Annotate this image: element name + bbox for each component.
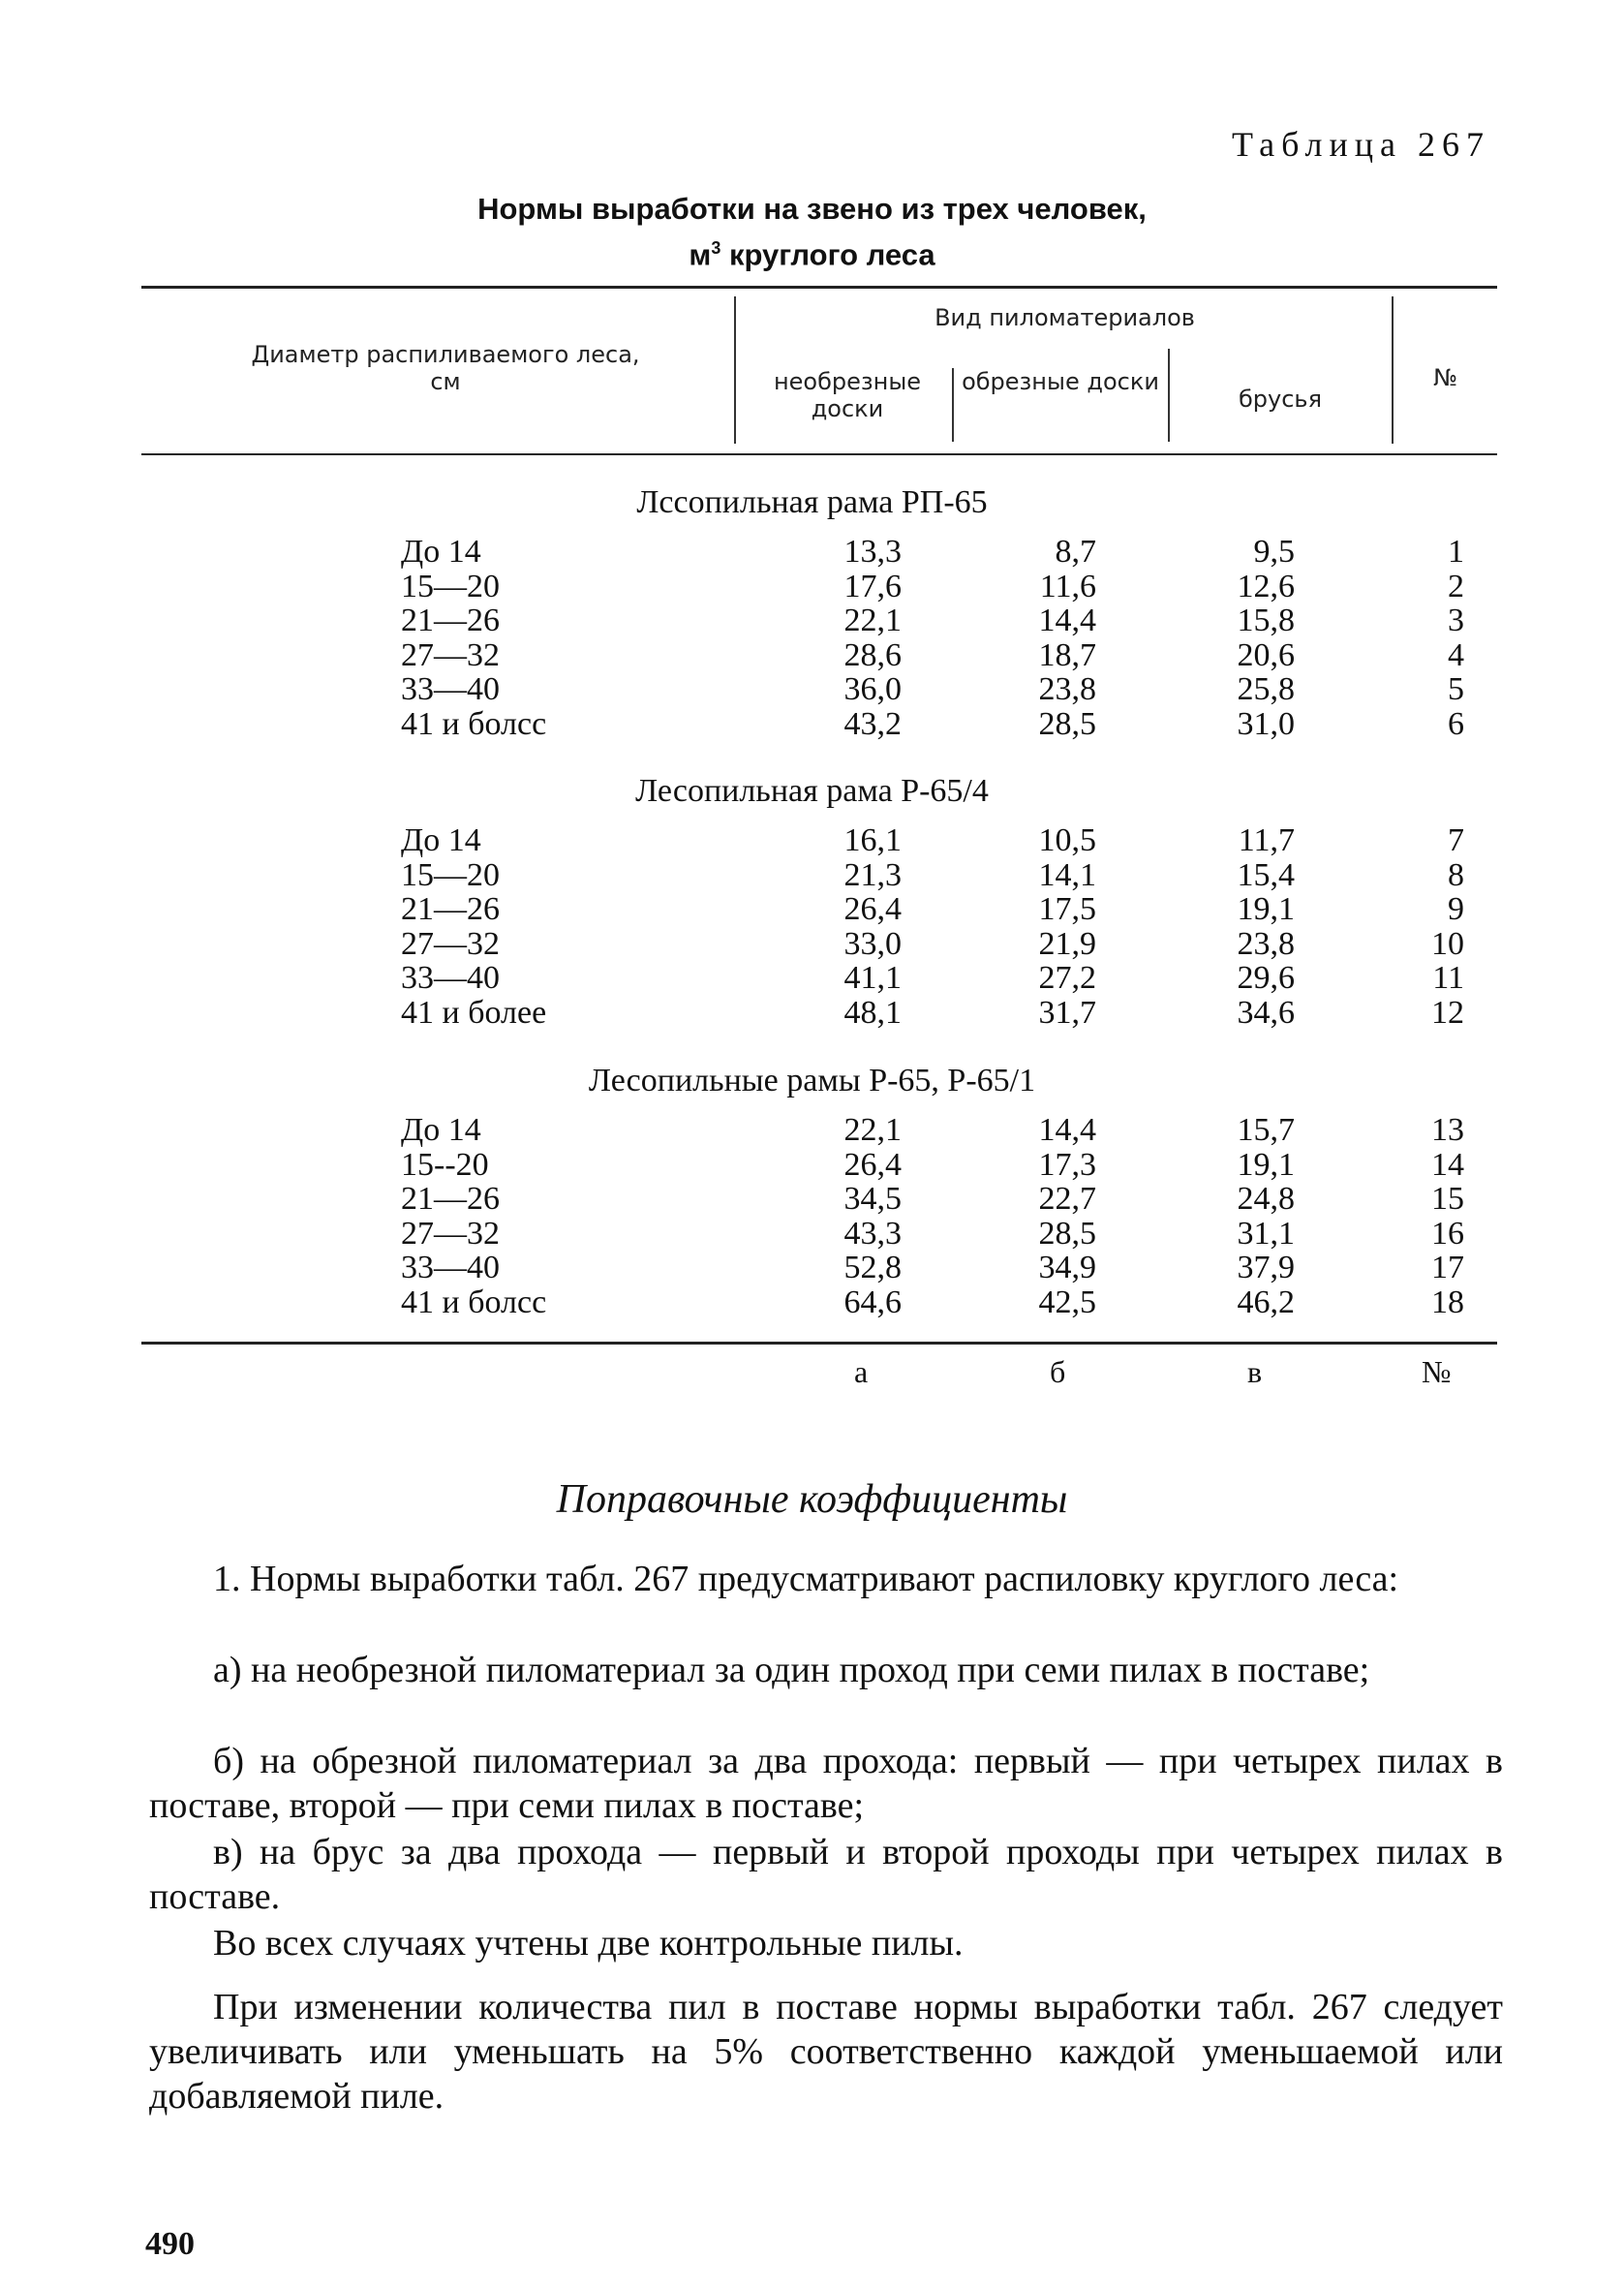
cell-unedged: 64,6: [843, 1284, 902, 1320]
table-row: [0, 603, 1624, 638]
cell-edged: 23,8: [1038, 671, 1096, 708]
cell-number: 2: [1448, 568, 1464, 604]
cell-beams: 15,7: [1237, 1112, 1295, 1148]
cell-unedged: 28,6: [843, 636, 902, 673]
table-row: [0, 638, 1624, 673]
cell-number: 7: [1448, 822, 1464, 858]
cell-edged: 34,9: [1038, 1250, 1096, 1286]
cell-beams: 9,5: [1253, 534, 1295, 570]
column-label-number: №: [1422, 1354, 1452, 1389]
cell-number: 12: [1431, 995, 1464, 1031]
cell-beams: 23,8: [1237, 925, 1295, 962]
cell-edged: 28,5: [1038, 706, 1096, 742]
cell-unedged: 33,0: [843, 925, 902, 962]
cell-diameter: 41 и болсс: [401, 1284, 547, 1320]
cell-beams: 19,1: [1237, 1146, 1295, 1183]
cell-number: 3: [1448, 603, 1464, 639]
cell-unedged: 17,6: [843, 568, 902, 604]
cell-edged: 11,6: [1039, 568, 1096, 604]
header-unedged-boards: необрезные доски: [773, 368, 922, 422]
cell-diameter: 27—32: [401, 925, 500, 962]
table-row: [0, 1113, 1624, 1148]
cell-number: 4: [1448, 636, 1464, 673]
table-top-rule: [141, 286, 1497, 289]
header-beams: брусья: [1238, 386, 1322, 413]
header-lumber-type: Вид пиломатериалов: [935, 304, 1195, 331]
cell-unedged: 43,3: [843, 1215, 902, 1252]
paragraph-item-b: б) на обрезной пиломатериал за два прохода: первый — при четырех пилах в поставе, второй — при семи пилах в поставе;: [149, 1741, 1503, 1826]
page-number: 490: [145, 2226, 195, 2262]
header-divider: [734, 296, 736, 444]
cell-number: 15: [1431, 1181, 1464, 1218]
cell-diameter: 41 и болсс: [401, 706, 547, 742]
header-divider: [1168, 349, 1170, 442]
cell-diameter: 21—26: [401, 1181, 500, 1218]
header-divider: [952, 368, 954, 442]
paragraph-control-saws: Во всех случаях учтены две контрольные пилы.: [213, 1923, 964, 1964]
table-bottom-rule: [141, 1342, 1497, 1345]
table-row: [0, 927, 1624, 962]
cell-beams: 29,6: [1237, 960, 1295, 997]
table-row: [0, 892, 1624, 927]
cell-unedged: 22,1: [843, 603, 902, 639]
cell-unedged: 52,8: [843, 1250, 902, 1286]
cell-diameter: 27—32: [401, 636, 500, 673]
unit-superscript: 3: [711, 238, 721, 258]
cell-unedged: 41,1: [843, 960, 902, 997]
cell-edged: 31,7: [1038, 995, 1096, 1031]
column-label-b: б: [1050, 1354, 1066, 1389]
cell-beams: 31,0: [1237, 706, 1295, 742]
header-bottom-rule: [141, 453, 1497, 455]
cell-unedged: 21,3: [843, 856, 902, 893]
corrections-heading: Поправочные коэффициенты: [556, 1477, 1068, 1522]
table-row: [0, 535, 1624, 570]
header-number: №: [1433, 364, 1457, 391]
paragraph-adjustment: При изменении количества пил в поставе нормы выработки табл. 267 следует увеличивать или уменьшать на 5% соответственно каждой уменьшаемой или добавляемой пиле.: [149, 1987, 1503, 2117]
cell-unedged: 26,4: [843, 891, 902, 928]
table-row: [0, 1285, 1624, 1320]
cell-number: 1: [1448, 534, 1464, 570]
cell-diameter: 21—26: [401, 603, 500, 639]
table-number-label: Таблица 267: [1232, 125, 1490, 164]
cell-beams: 15,4: [1237, 856, 1295, 893]
cell-beams: 46,2: [1237, 1284, 1295, 1320]
cell-unedged: 26,4: [843, 1146, 902, 1183]
unit-prefix: м: [689, 237, 712, 272]
cell-beams: 31,1: [1237, 1215, 1295, 1252]
cell-number: 9: [1448, 891, 1464, 928]
cell-diameter: 27—32: [401, 1215, 500, 1252]
cell-unedged: 16,1: [843, 822, 902, 858]
cell-edged: 27,2: [1038, 960, 1096, 997]
paragraph-item-a: а) на необрезной пиломатериал за один проход при семи пилах в поставе;: [213, 1650, 1370, 1690]
cell-edged: 18,7: [1038, 636, 1096, 673]
cell-beams: 24,8: [1237, 1181, 1295, 1218]
cell-beams: 37,9: [1237, 1250, 1295, 1286]
paragraph-item-v: в) на брус за два прохода — первый и второй проходы при четырех пилах в поставе.: [149, 1832, 1503, 1917]
table-row: [0, 1182, 1624, 1217]
column-label-a: а: [854, 1354, 869, 1389]
cell-diameter: 21—26: [401, 891, 500, 928]
cell-beams: 19,1: [1237, 891, 1295, 928]
cell-edged: 17,5: [1038, 891, 1096, 928]
cell-beams: 11,7: [1238, 822, 1295, 858]
table-row: [0, 1217, 1624, 1252]
cell-edged: 10,5: [1038, 822, 1096, 858]
table-row: [0, 858, 1624, 893]
table-title-line-2: [0, 229, 1624, 274]
cell-edged: 14,4: [1038, 603, 1096, 639]
column-label-v: в: [1247, 1354, 1263, 1389]
table-row: [0, 1148, 1624, 1183]
cell-beams: 20,6: [1237, 636, 1295, 673]
cell-unedged: 22,1: [843, 1112, 902, 1148]
cell-beams: 15,8: [1237, 603, 1295, 639]
section-title: Лесопильная рама Р-65/4: [635, 773, 989, 809]
table-row: [0, 570, 1624, 604]
cell-number: 18: [1431, 1284, 1464, 1320]
cell-beams: 25,8: [1237, 671, 1295, 708]
cell-diameter: 15--20: [401, 1146, 489, 1183]
cell-unedged: 13,3: [843, 534, 902, 570]
cell-edged: 42,5: [1038, 1284, 1096, 1320]
cell-unedged: 43,2: [843, 706, 902, 742]
cell-diameter: 15—20: [401, 568, 500, 604]
cell-edged: 28,5: [1038, 1215, 1096, 1252]
cell-beams: 12,6: [1237, 568, 1295, 604]
cell-edged: 17,3: [1038, 1146, 1096, 1183]
cell-edged: 21,9: [1038, 925, 1096, 962]
cell-edged: 8,7: [1055, 534, 1096, 570]
section-title: Лесопильные рамы Р-65, Р-65/1: [588, 1063, 1036, 1098]
cell-diameter: До 14: [401, 534, 481, 570]
cell-edged: 14,1: [1038, 856, 1096, 893]
cell-beams: 34,6: [1237, 995, 1295, 1031]
table-row: [0, 707, 1624, 742]
cell-diameter: До 14: [401, 1112, 481, 1148]
paragraph-1: 1. Нормы выработки табл. 267 предусматривают распиловку круглого леса:: [213, 1559, 1399, 1599]
cell-number: 14: [1431, 1146, 1464, 1183]
cell-number: 17: [1431, 1250, 1464, 1286]
section-title: Лссопильная рама РП-65: [636, 484, 988, 520]
cell-diameter: 15—20: [401, 856, 500, 893]
cell-number: 10: [1431, 925, 1464, 962]
cell-number: 5: [1448, 671, 1464, 708]
cell-diameter: До 14: [401, 822, 481, 858]
cell-number: 16: [1431, 1215, 1464, 1252]
table-row: [0, 823, 1624, 858]
cell-unedged: 48,1: [843, 995, 902, 1031]
table-title: [0, 190, 1624, 274]
header-diameter: Диаметр распиливаемого леса, см: [251, 341, 640, 395]
cell-number: 8: [1448, 856, 1464, 893]
cell-diameter: 41 и более: [401, 995, 547, 1031]
table-title-line-1: Нормы выработки на звено из трех человек,: [477, 192, 1147, 226]
table-row: [0, 961, 1624, 996]
cell-edged: 14,4: [1038, 1112, 1096, 1148]
cell-unedged: 34,5: [843, 1181, 902, 1218]
header-divider: [1392, 296, 1394, 444]
cell-number: 13: [1431, 1112, 1464, 1148]
cell-number: 11: [1432, 960, 1464, 997]
cell-number: 6: [1448, 706, 1464, 742]
table-row: [0, 1251, 1624, 1285]
cell-diameter: 33—40: [401, 671, 500, 708]
table-row: [0, 996, 1624, 1031]
header-edged-boards: обрезные доски: [962, 368, 1159, 395]
cell-unedged: 36,0: [843, 671, 902, 708]
cell-diameter: 33—40: [401, 960, 500, 997]
unit-suffix: круглого леса: [720, 237, 935, 272]
cell-diameter: 33—40: [401, 1250, 500, 1286]
table-row: [0, 672, 1624, 707]
cell-edged: 22,7: [1038, 1181, 1096, 1218]
